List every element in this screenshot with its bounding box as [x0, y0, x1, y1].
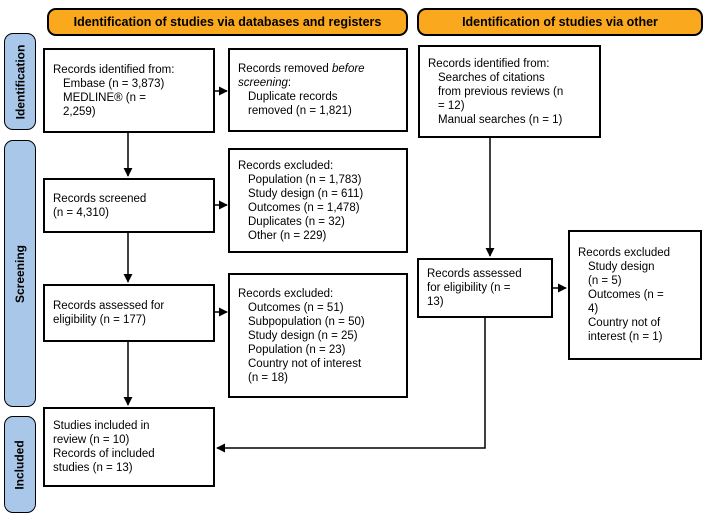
- sidebar-phase-identification: [4, 33, 36, 130]
- box-text-line: Records excluded:: [238, 287, 334, 300]
- box-text-line: Records identified from:: [428, 57, 550, 70]
- header-databases-registers: [47, 8, 408, 36]
- box-text-line: 2,259): [63, 105, 96, 118]
- box-text-line: Records excluded:: [238, 159, 334, 172]
- box-text-line: Records assessed for: [53, 300, 165, 312]
- box-text-line: removed (n = 1,821): [248, 105, 352, 117]
- box-text-line: studies (n = 13): [53, 462, 133, 474]
- box-studies-included: [43, 407, 215, 487]
- box-text-line: (n = 4,310): [53, 206, 109, 219]
- box-text-line: Embase (n = 3,873): [63, 77, 165, 90]
- box-records-screened: [43, 178, 215, 233]
- box-text-line: from previous reviews (n: [438, 85, 564, 98]
- box-text-line: Outcomes (n = 1,478): [248, 201, 360, 214]
- box-text-line: eligibility (n = 177): [53, 314, 147, 326]
- sidebar-identification-label: Identification: [13, 44, 28, 119]
- box-text-line: Country not of: [588, 317, 661, 329]
- box-text-line: = 12): [438, 99, 465, 112]
- box-text-line: Records removed before: [238, 63, 365, 75]
- box-text-line: Records identified from:: [53, 63, 175, 76]
- box-text-line: Study design (n = 611): [248, 187, 364, 200]
- box-records-identified-other: [418, 45, 601, 138]
- box-text-line: MEDLINE® (n =: [63, 91, 146, 104]
- box-text-line: Manual searches (n = 1): [438, 113, 563, 126]
- header-databases-label: Identification of studies via databases and registers: [73, 15, 382, 29]
- box-text-line: Study design (n = 25): [248, 329, 358, 342]
- header-other-label: Identification of studies via other: [462, 15, 658, 29]
- box-text-line: interest (n = 1): [588, 331, 663, 343]
- box-text-line: Country not of interest: [248, 357, 362, 370]
- box-text-line: Studies included in: [53, 420, 150, 432]
- box-text-line: Subpopulation (n = 50): [248, 315, 365, 328]
- box-text-line: Records assessed: [427, 268, 522, 280]
- sidebar-included-label: Included: [13, 439, 27, 490]
- box-text-line: Duplicate records: [248, 91, 338, 103]
- box-text-line: Other (n = 229): [248, 229, 327, 242]
- box-text-line: Records of included: [53, 448, 155, 460]
- box-text-line: 13): [427, 296, 444, 308]
- box-other-records-assessed: [417, 258, 553, 318]
- box-other-records-excluded: [568, 230, 702, 360]
- box-text-line: Outcomes (n = 51): [248, 301, 344, 314]
- box-text-line: Population (n = 23): [248, 343, 346, 356]
- box-text-line: Study design: [588, 261, 655, 273]
- sidebar-phase-screening: [4, 140, 36, 407]
- box-text-line: 4): [588, 303, 599, 315]
- sidebar-phase-included: [4, 416, 36, 513]
- box-records-identified-databases: [43, 48, 215, 133]
- box-text-line: Outcomes (n =: [588, 289, 664, 301]
- box-text-line: screening:: [238, 77, 292, 89]
- box-text-line: Population (n = 1,783): [248, 173, 362, 186]
- box-records-excluded-eligibility: [228, 273, 408, 398]
- box-text-line: (n = 5): [588, 275, 622, 287]
- box-text-line: review (n = 10): [53, 434, 130, 446]
- box-records-removed-before-screening: [228, 48, 408, 132]
- box-text-line: Searches of citations: [438, 71, 545, 84]
- header-other-methods: [417, 8, 703, 36]
- box-text-line: Duplicates (n = 32): [248, 215, 345, 228]
- box-records-assessed-eligibility: [43, 284, 215, 342]
- box-text-line: Records screened: [53, 192, 147, 205]
- box-text-line: (n = 18): [248, 371, 288, 384]
- box-text-line: for eligibility (n =: [427, 282, 511, 294]
- sidebar-screening-label: Screening: [13, 244, 27, 303]
- box-text-line: Records excluded: [578, 247, 671, 259]
- box-records-excluded-screening: [228, 148, 408, 253]
